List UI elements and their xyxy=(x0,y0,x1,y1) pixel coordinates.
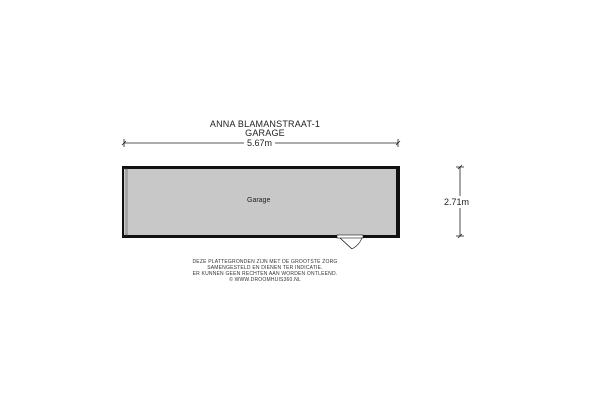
disclaimer-line-2: SAMENGESTELD EN DIENEN TER INDICATIE. xyxy=(207,265,323,271)
plan-address: ANNA BLAMANSTRAAT-1 xyxy=(209,119,321,129)
width-dimension-label: 5.67m xyxy=(244,138,275,148)
room-label-garage: Garage xyxy=(247,197,271,204)
disclaimer-line-3: ER KUNNEN GEEN RECHTEN AAN WORDEN ONTLEEND. xyxy=(192,271,338,277)
disclaimer-line-1: DEZE PLATTEGRONDEN ZIJN MET DE GROOTSTE ZORG xyxy=(192,259,338,265)
door-swing-icon xyxy=(337,235,363,249)
plan-floor-name: GARAGE xyxy=(245,128,285,138)
disclaimer-copyright: © WWW.DROOMHUIS360.NL xyxy=(229,277,301,283)
depth-dimension-label: 2.71m xyxy=(444,197,470,207)
